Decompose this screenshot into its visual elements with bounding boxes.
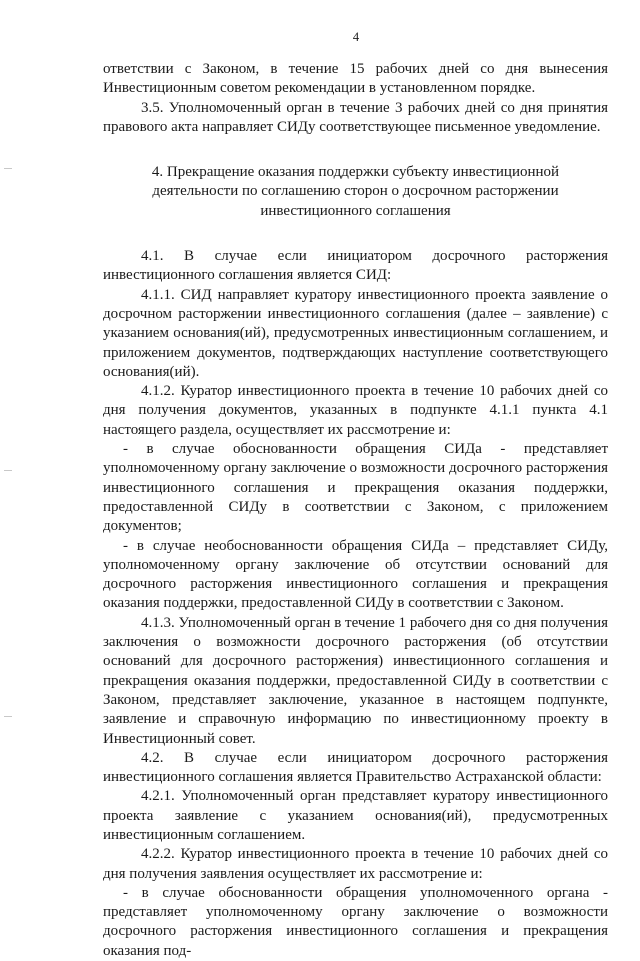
section-heading: 4. Прекращение оказания поддержки субъекту инвестиционной деятельности по соглашению сторон о досрочном расторжении инвестиционного соглашения — [151, 164, 560, 219]
paragraph-4-1-3: 4.1.3. Уполномоченный орган в течение 1 рабочего дня со дня получения заключения о возможности досрочного расторжения (об отсутствии оснований для досрочного расторжения) инвестиционного соглашения и прекращения оказания поддержки, предоставленной СИДу в соответствии с Законом, представляет заключение, указанное в настоящем подпункте, заявление и справочную информацию по инвестиционному проекту в Инвестиционный совет. — [103, 614, 608, 747]
paragraph-4-2-1: 4.2.1. Уполномоченный орган представляет куратору инвестиционного проекта заявление с указанием основания(ий), предусмотренных инвестиционным соглашением. — [103, 788, 608, 843]
paragraph-continuation: ответствии с Законом, в течение 15 рабочих дней со дня вынесения Инвестиционным советом рекомендации в установленном порядке. — [103, 61, 608, 97]
paragraph-4-1-1: 4.1.1. СИД направляет куратору инвестиционного проекта заявление о досрочном расторжении инвестиционного соглашения (далее – заявление) с указанием основания(ий), предусмотренных инвестиционным соглашением, и приложением документов, подтверждающих наступление соответствующего основания(ий). — [103, 286, 608, 380]
page-number: 4 — [352, 30, 360, 44]
document-body — [103, 60, 608, 961]
scan-mark — [4, 470, 12, 471]
paragraph-4-2: 4.2. В случае если инициатором досрочного расторжения инвестиционного соглашения является Правительство Астраханской области: — [103, 749, 608, 786]
paragraph-3-5: 3.5. Уполномоченный орган в течение 3 рабочих дней со дня принятия правового акта направляет СИДу соответствующее письменное уведомление. — [103, 99, 608, 135]
scan-mark — [4, 168, 12, 169]
list-item-justified: - в случае обоснованности обращения СИДа - представляет уполномоченному органу заключение о возможности досрочного расторжения инвестиционного соглашения и прекращения оказания поддержки, предоставленной СИДу в соответствии с Законом, с приложением документов; — [103, 441, 608, 535]
paragraph-4-1: 4.1. В случае если инициатором досрочного расторжения инвестиционного соглашения является СИД: — [103, 248, 608, 284]
paragraph-4-2-2: 4.2.2. Куратор инвестиционного проекта в течение 10 рабочих дней со дня получения заявления осуществляет их рассмотрение и: — [103, 846, 608, 882]
paragraph-4-1-2: 4.1.2. Куратор инвестиционного проекта в течение 10 рабочих дней со дня получения документов, указанных в подпункте 4.1.1 пункта 4.1 настоящего раздела, осуществляет их рассмотрение и: — [103, 383, 608, 438]
list-item-justified-authority: - в случае обоснованности обращения уполномоченного органа - представляет уполномоченному органу заключение о возможности досрочного расторжения инвестиционного соглашения и прекращения оказания под- — [103, 884, 608, 959]
list-item-unjustified: - в случае необоснованности обращения СИДа – представляет СИДу, уполномоченному органу заключение об отсутствии оснований для досрочного расторжения инвестиционного соглашения и прекращения оказания поддержки, предоставленной СИДу в соответствии с Законом. — [103, 537, 608, 612]
scan-mark — [4, 716, 12, 717]
